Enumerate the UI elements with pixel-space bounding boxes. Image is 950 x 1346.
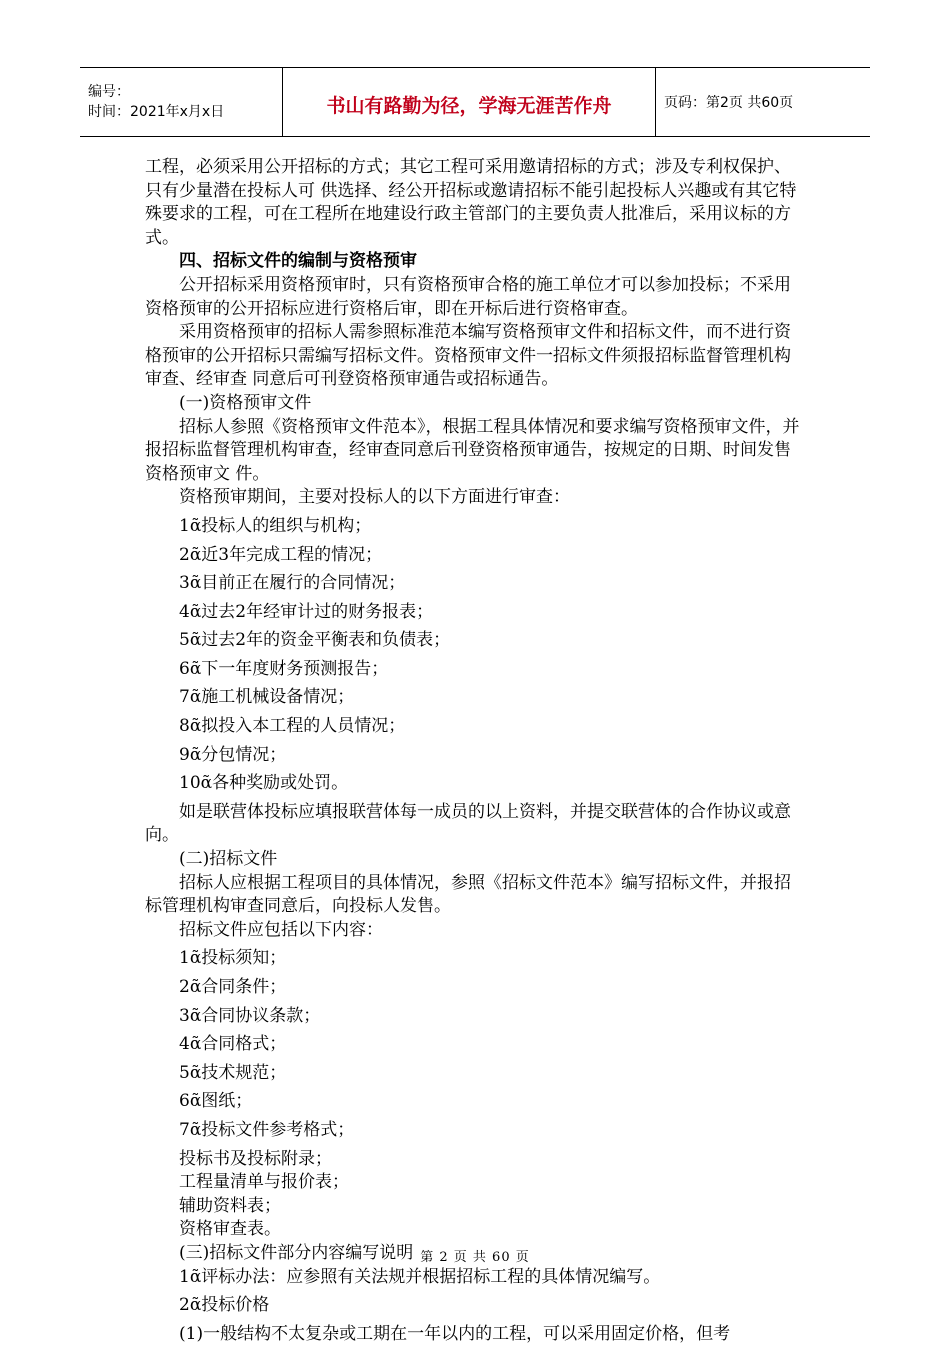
header-meta — [80, 68, 283, 136]
body-paragraph: 7ᾶ施工机械设备情况； — [179, 687, 355, 708]
body-paragraph: 5ᾶ技术规范； — [179, 1062, 287, 1083]
body-paragraph: 2ᾶ合同条件； — [179, 977, 287, 997]
body-paragraph: (一)资格预审文件 — [179, 392, 312, 413]
body-paragraph: 8ᾶ拟投入本工程的人员情况； — [179, 716, 406, 737]
body-paragraph: 1ᾶ评标办法：应参照有关法规并根据招标工程的具体情况编写。 — [179, 1266, 661, 1287]
document-body — [145, 156, 805, 1346]
body-paragraph: 6ᾶ图纸； — [179, 1091, 253, 1112]
body-paragraph: 5ᾶ过去2年的资金平衡表和负债表； — [179, 630, 451, 651]
body-paragraph: 如是联营体投标应填报联营体每一成员的以上资料，并提交联营体的合作协议或意向。 — [145, 801, 791, 846]
body-paragraph: 9ᾶ分包情况； — [179, 744, 287, 765]
body-paragraph: (三)招标文件部分内容编写说明 — [179, 1242, 414, 1263]
body-paragraph: (二)招标文件 — [179, 849, 278, 870]
section-heading: 四、招标文件的编制与资格预审 — [179, 251, 417, 272]
header-page-info: 页码：第2页 共60页 — [664, 95, 794, 111]
body-paragraph: 4ᾶ过去2年经审计过的财务报表； — [179, 601, 434, 622]
body-paragraph: 投标书及投标附录； — [179, 1148, 332, 1169]
body-paragraph: 10ᾶ各种奖励或处罚。 — [179, 773, 349, 794]
body-paragraph: 公开招标采用资格预审时，只有资格预审合格的施工单位才可以参加投标；不采用资格预审的公开招标应进行资格后审，即在开标后进行资格审查。 — [145, 274, 791, 319]
body-paragraph: (1)一般结构不太复杂或工期在一年以内的工程，可以采用固定价格，但考 — [179, 1323, 731, 1344]
header-motto: 书山有路勤为径，学海无涯苦作舟 — [326, 94, 612, 117]
document-time-label: 时间：2021年x月x日 — [88, 104, 225, 120]
body-paragraph: 招标文件应包括以下内容： — [179, 919, 383, 940]
page-footer: 第 2 页 共 60 页 — [420, 1250, 530, 1265]
body-paragraph: 招标人应根据工程项目的具体情况，参照《招标文件范本》编写招标文件，并报招标管理机构审查同意后，向投标人发售。 — [145, 872, 791, 917]
body-paragraph: 3ᾶ合同协议条款； — [179, 1005, 321, 1026]
body-paragraph: 招标人参照《资格预审文件范本》，根据工程具体情况和要求编写资格预审文件，并报招标监督管理机构审查，经审查同意后刊登资格预审通告，按规定的日期、时间发售资格预审文 件。 — [145, 416, 800, 484]
header-page-cell — [656, 68, 870, 136]
body-paragraph: 2ᾶ近3年完成工程的情况； — [179, 544, 383, 565]
body-paragraph: 采用资格预审的招标人需参照标准范本编写资格预审文件和招标文件，而不进行资格预审的公开招标只需编写招标文件。资格预审文件一招标文件须报招标监督管理机构审查、经审查 同意后可刊登资格预审通告或招标通告。 — [145, 322, 791, 390]
body-paragraph: 2ᾶ投标价格 — [179, 1295, 270, 1316]
body-paragraph: 辅助资料表； — [179, 1195, 281, 1216]
body-paragraph: 资格预审期间，主要对投标人的以下方面进行审查： — [179, 487, 570, 508]
body-paragraph: 7ᾶ投标文件参考格式； — [179, 1119, 355, 1140]
document-number-label: 编号： — [88, 84, 130, 100]
page-header — [80, 67, 870, 137]
body-paragraph: 资格审查表。 — [179, 1219, 281, 1240]
body-paragraph: 工程量清单与报价表； — [179, 1172, 349, 1193]
body-paragraph: 1ᾶ投标须知； — [179, 948, 287, 969]
body-paragraph: 3ᾶ目前正在履行的合同情况； — [179, 573, 406, 594]
header-motto-cell — [283, 68, 656, 136]
body-paragraph: 4ᾶ合同格式； — [179, 1034, 287, 1055]
body-paragraph: 工程，必须采用公开招标的方式；其它工程可采用邀请招标的方式；涉及专利权保护、只有少量潜在投标人可 供选择、经公开招标或邀请招标不能引起投标人兴趣或有其它特殊要求的工程，可在工程所在地建设行政主管部门的主要负责人批准后，采用议标的方式。 — [145, 157, 797, 248]
body-paragraph: 6ᾶ下一年度财务预测报告； — [179, 658, 389, 679]
body-paragraph: 1ᾶ投标人的组织与机构； — [179, 515, 372, 536]
